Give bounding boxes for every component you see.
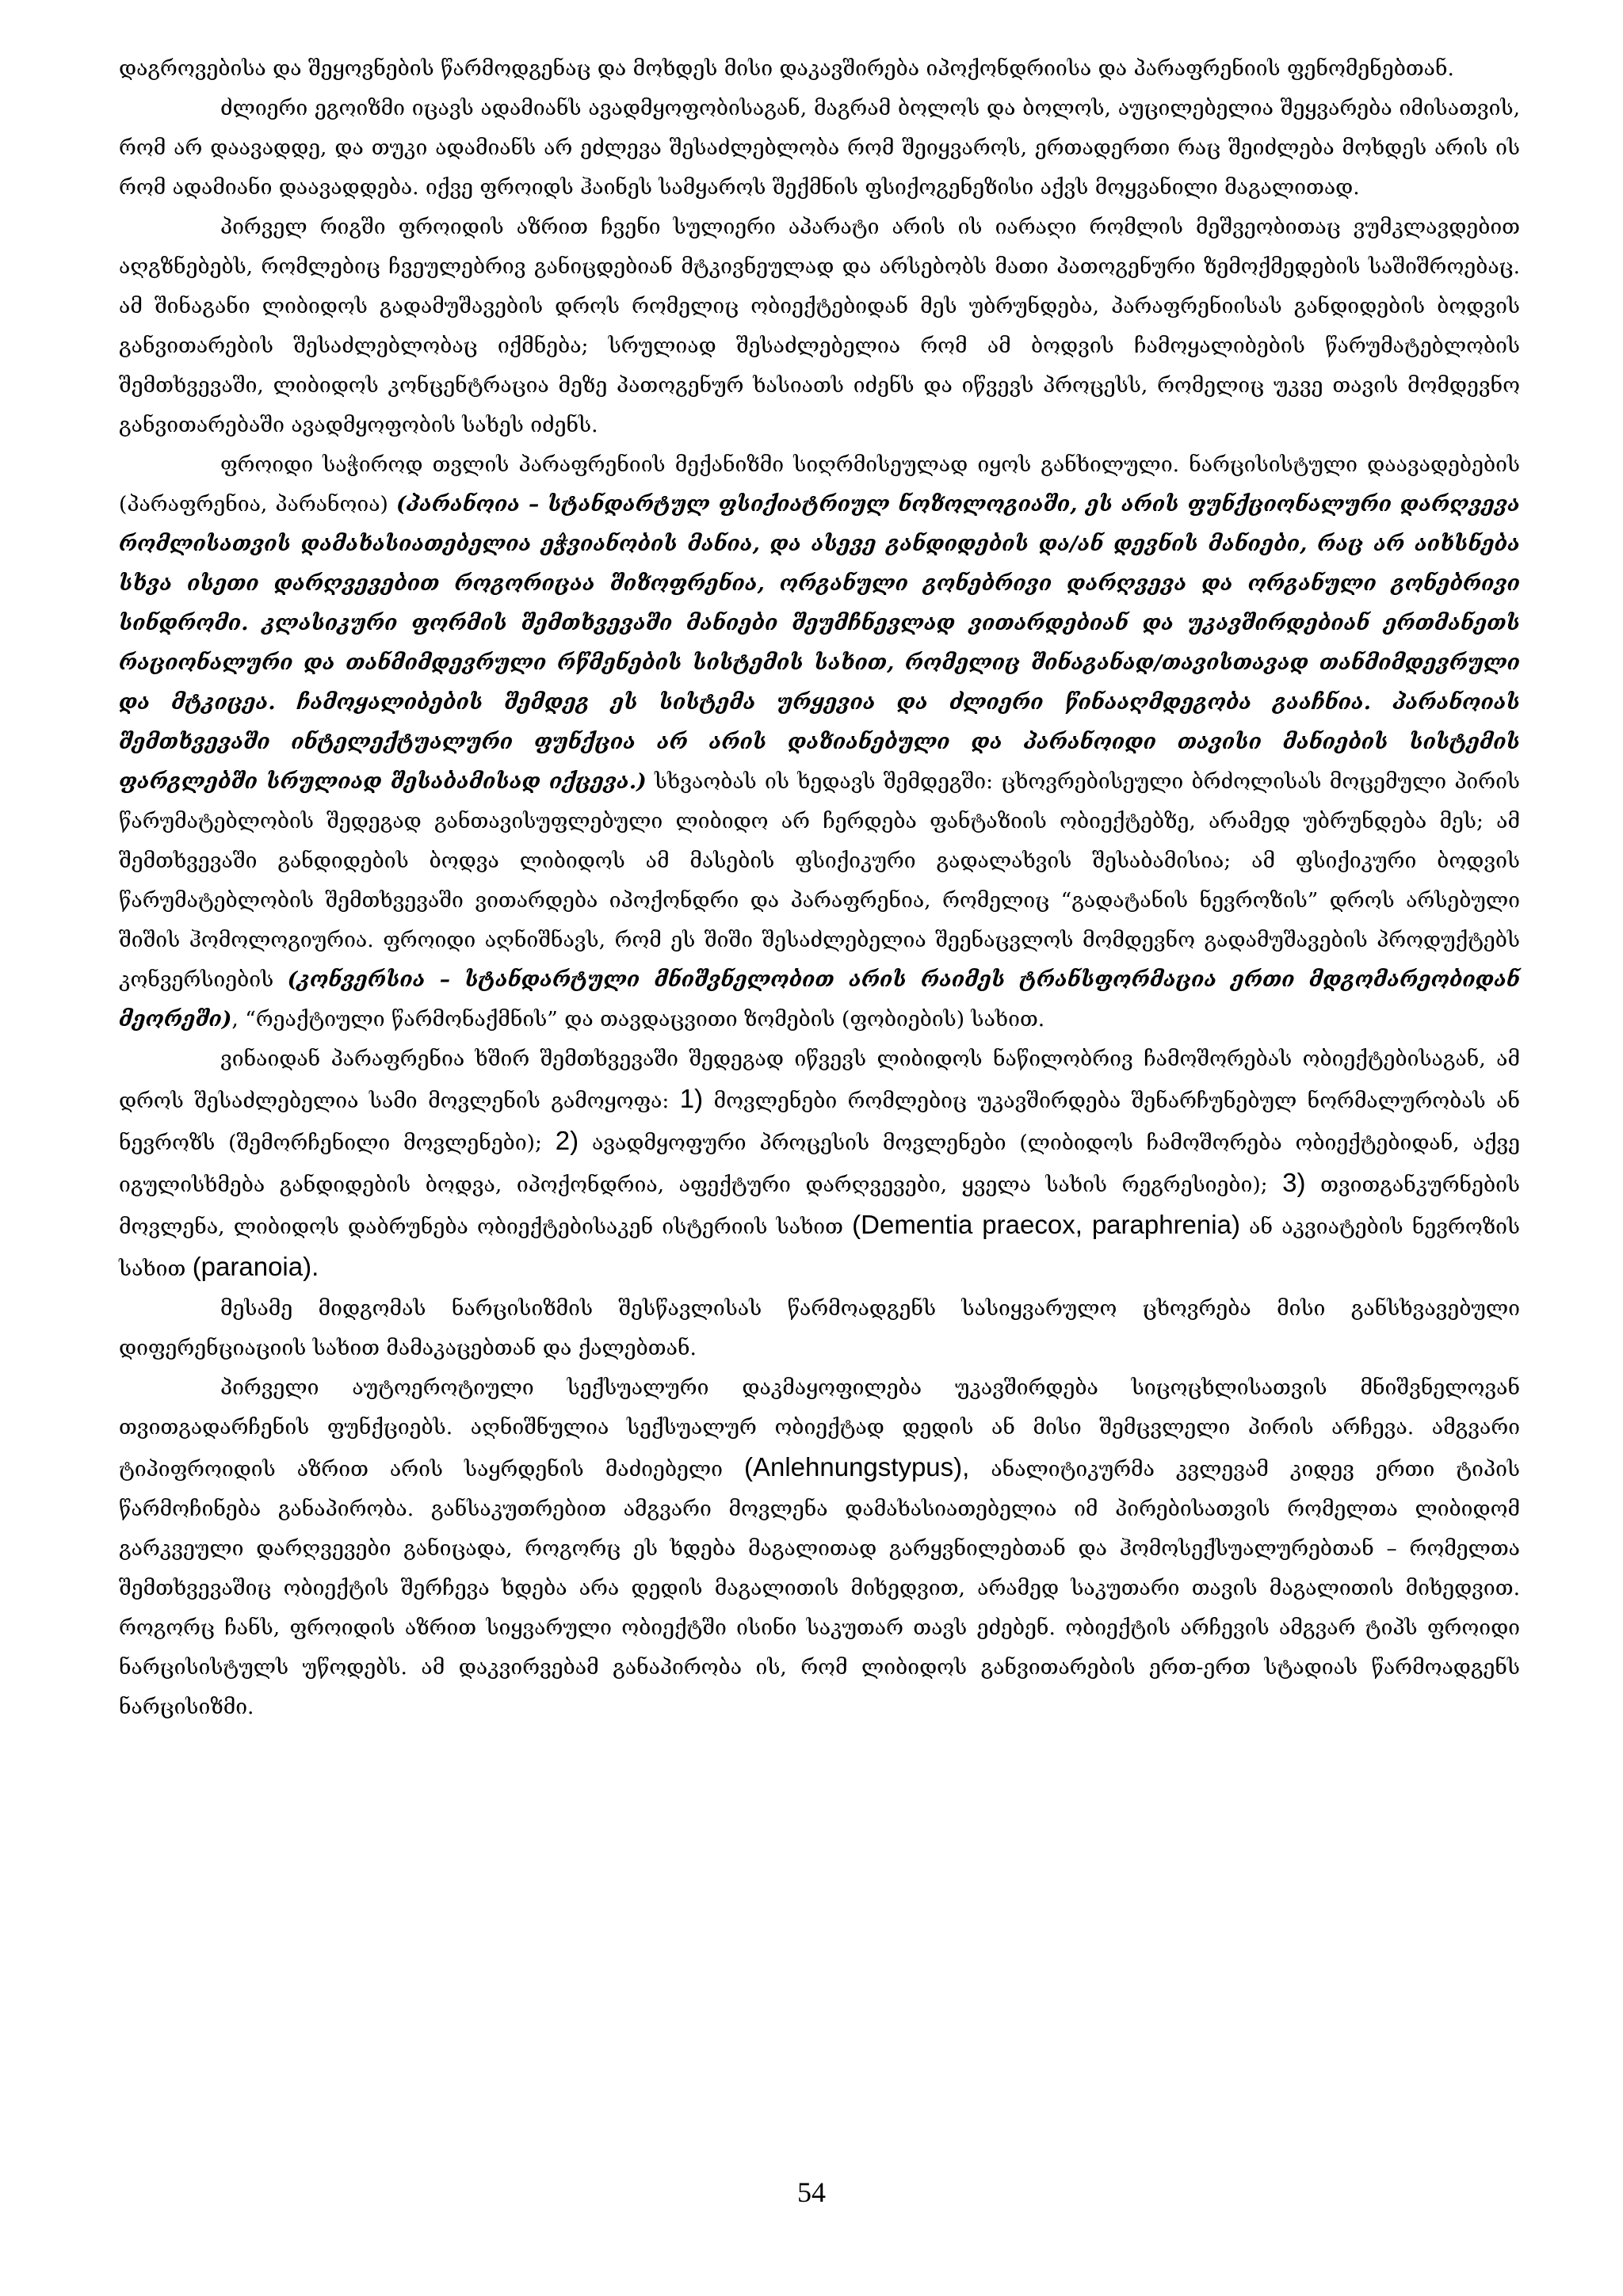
paragraph-7 [119,1368,1520,1727]
list-number-1: 1) [679,1084,704,1113]
paragraph-4-text-b: სხვაობას ის ხედავს შემდეგში: ცხოვრებისეული ბრძოლისას მოცემული პირის წარუმატებლობის შედეგად განთავისუფლებული ლიბიდო არ ჩერდება ფანტაზიის ობიექტებზე, არამედ უბრუნდება მეს; ამ შემთხვევაში განდიდების ბოდვა ლიბიდოს ამ მასების ფსიქიკური გადალახვის შესაბამისია; ამ ფსიქიკური ბოდვის წარუმატებლობის შემთხვევაში ვითარდება იპოქონდრი და პარაფრენია, რომელიც “გადატანის ნევროზის” დროს არსებული შიშის ჰომოლოგიურია. ფროიდი აღნიშნავს, რომ ეს შიში შესაძლებელია შეენაცვლოს მომდევნო გადამუშავების პროდუქტებს კონვერსიების [119,769,1521,992]
paragraph-5-text-e: ან აკვიატების ნევროზის სახით [119,1215,1520,1281]
paragraph-4 [119,445,1520,1039]
paragraph-1: დაგროვებისა და შეყოვნების წარმოდგენაც და მოხდეს მისი დაკავშირება იპოქონდრიისა და პარაფრენიის ფენომენებთან. [119,56,1454,81]
paranoia-definition-note: (პარანოია – სტანდარტულ ფსიქიატრიულ ნოზოლოგიაში, ეს არის ფუნქციონალური დარღვევა რომლისათვის დამახასიათებელია ეჭვიანობის მანია, და ასევე განდიდების და/ან დევნის მანიები, რაც არ აიხსნება სხვა ისეთი დარღვევებით როგორიცაა შიზოფრენია, ორგანული გონებრივი დარღვევა და ორგანული გონებრივი სინდრომი. კლასიკური ფორმის შემთხვევაში მანიები შეუმჩნევლად ვითარდებიან და უკავშირდებიან ერთმანეთს რაციონალური და თანმიმდევრული რწმენების სისტემის სახით, რომელიც შინაგანად/თავისთავად თანმიმდევრული და მტკიცეა. ჩამოყალიბების შემდეგ ეს სისტემა ურყევია და ძლიერი წინააღმდეგობა გააჩნია. პარანოიას შემთხვევაში ინტელექტუალური ფუნქცია არ არის დაზიანებული და პარანოიდი თავისი მანიების სისტემის ფარგლებში სრულიად შესაბამისად იქცევა.) [119,492,1521,794]
paragraph-5 [119,1039,1520,1289]
paragraph-3: პირველ რიგში ფროიდის აზრით ჩვენი სულიერი აპარატი არის ის იარაღი რომლის მეშვეობითაც ვუმკლავდებით აღგზნებებს, რომლებიც ჩვეულებრივ განიცდებიან მტკივნეულად და არსებობს მათი პათოგენური ზემოქმედების საშიშროებაც. ამ შინაგანი ლიბიდოს გადამუშავების დროს რომელიც ობიექტებიდან მეს უბრუნდება, პარაფრენიისას განდიდების ბოდვის განვითარების შესაძლებლობაც იქმნება; სრულიად შესაძლებელია რომ ამ ბოდვის ჩამოყალიბების წარუმატებლობის შემთხვევაში, ლიბიდოს კონცენტრაცია მეზე პათოგენურ ხასიათს იძენს და იწვევს პროცესს, რომელიც უკვე თავის მომდევნო განვითარებაში ავადმყოფობის სახეს იძენს. [119,215,1520,437]
conversion-definition-note: (კონვერსია – სტანდარტული მნიშვნელობით არის რაიმეს ტრანსფორმაცია ერთი მდგომარეობიდან მეორეში) [119,967,1521,1032]
paragraph-5-text-b: მოვლენები რომლებიც უკავშირდება შენარჩუნებულ ნორმალურობას ან ნევროზს (შემორჩენილი მოვლენები); [119,1089,1521,1155]
paragraph-7-text-a: პირველი აუტოეროტიული სექსუალური დაკმაყოფილება უკავშირდება სიცოცხლისათვის მნიშვნელოვან თვითგადარჩენის ფუნქციებს. აღნიშნულია სექსუალურ ობიექტად დედის ან მისი შემცვლელი პირის არჩევა. ამგვარი ტიპიფროიდის აზრით არის საყრდენის მაძიებელი [119,1375,1520,1482]
paragraph-2: ძლიერი ეგოიზმი იცავს ადამიანს ავადმყოფობისაგან, მაგრამ ბოლოს და ბოლოს, აუცილებელია შეყვარება იმისათვის, რომ არ დაავადდე, და თუკი ადამიანს არ ეძლევა შესაძლებლობა რომ შეიყვაროს, ერთადერთი რაც შეიძლება მოხდეს არის ის რომ ადამიანი დაავადდება. იქვე ფროიდს ჰაინეს სამყაროს შექმნის ფსიქოგენეზისი აქვს მოყვანილი მაგალითად. [119,96,1520,200]
paragraph-4-text-a: ფროიდი საჭიროდ თვლის პარაფრენიის მექანიზმი სიღრმისეულად იყოს განხილული. ნარცისისტული დაავადებების (პარაფრენია, პარანოია) [119,452,1520,517]
paragraph-6: მესამე მიდგომას ნარცისიზმის შესწავლისას წარმოადგენს სასიყვარულო ცხოვრება მისი განსხვავებული დიფერენციაციის სახით მამაკაცებთან და ქალებთან. [119,1296,1520,1360]
page-number: 54 [797,2176,826,2208]
paragraph-5-text-d: თვითგანკურნების მოვლენა, ლიბიდოს დაბრუნება ობიექტებისაკენ ისტერიის სახით [119,1173,1520,1239]
list-number-2: 2) [555,1126,579,1155]
paragraph-5-text-c: ავადმყოფური პროცესის მოვლენები (ლიბიდოს ჩამოშორება ობიექტებიდან, აქვე იგულისხმება განდიდების ბოდვა, იპოქონდრია, აფექტური დარღვევები, ყველა სახის რეგრესიები); [119,1131,1520,1197]
list-number-3: 3) [1282,1168,1306,1197]
paragraph-4-text-c: , “რეაქტიული წარმონაქმნის” და თავდაცვითი ზომების (ფობიების) სახით. [231,1007,1045,1032]
page-body [119,49,1520,1727]
paragraph-5-text-a: ვინაიდან პარაფრენია ხშირ შემთხვევაში შედეგად იწვევს ლიბიდოს ნაწილობრივ ჩამოშორებას ობიექტებისაგან, ამ დროს შესაძლებელია სამი მოვლენის გამოყოფა: [119,1047,1520,1113]
paragraph-7-text-b: ანალიტიკურმა კვლევამ კიდევ ერთი ტიპის წარმოჩინება განაპირობა. განსაკუთრებით ამგვარი მოვლენა დამახასიათებელია იმ პირებისათვის რომელთა ლიბიდომ გარკვეული დარღვევები განიცადა, როგორც ეს ხდება მაგალითად გარყვნილებთან და ჰომოსექსუალურებთან – რომელთა შემთხვევაშიც ობიექტის შერჩევა ხდება არა დედის მაგალითის მიხედვით, არამედ საკუთარი თავის მაგალითის მიხედვით. როგორც ჩანს, ფროიდის აზრით სიყვარული ობიექტში ისინი საკუთარ თავს ეძებენ. ობიექტის არჩევის ამგვარ ტიპს ფროიდი ნარცისისტულს უწოდებს. ამ დაკვირვებამ განაპირობა ის, რომ ლიბიდოს განვითარების ერთ-ერთ სტადიას წარმოადგენს ნარცისიზმი. [119,1457,1520,1719]
latin-term-anlehnungstypus: (Anlehnungstypus), [743,1452,970,1482]
latin-term-paranoia: (paranoia). [192,1252,319,1281]
latin-term-dementia: (Dementia praecox, paraphrenia) [852,1210,1240,1239]
